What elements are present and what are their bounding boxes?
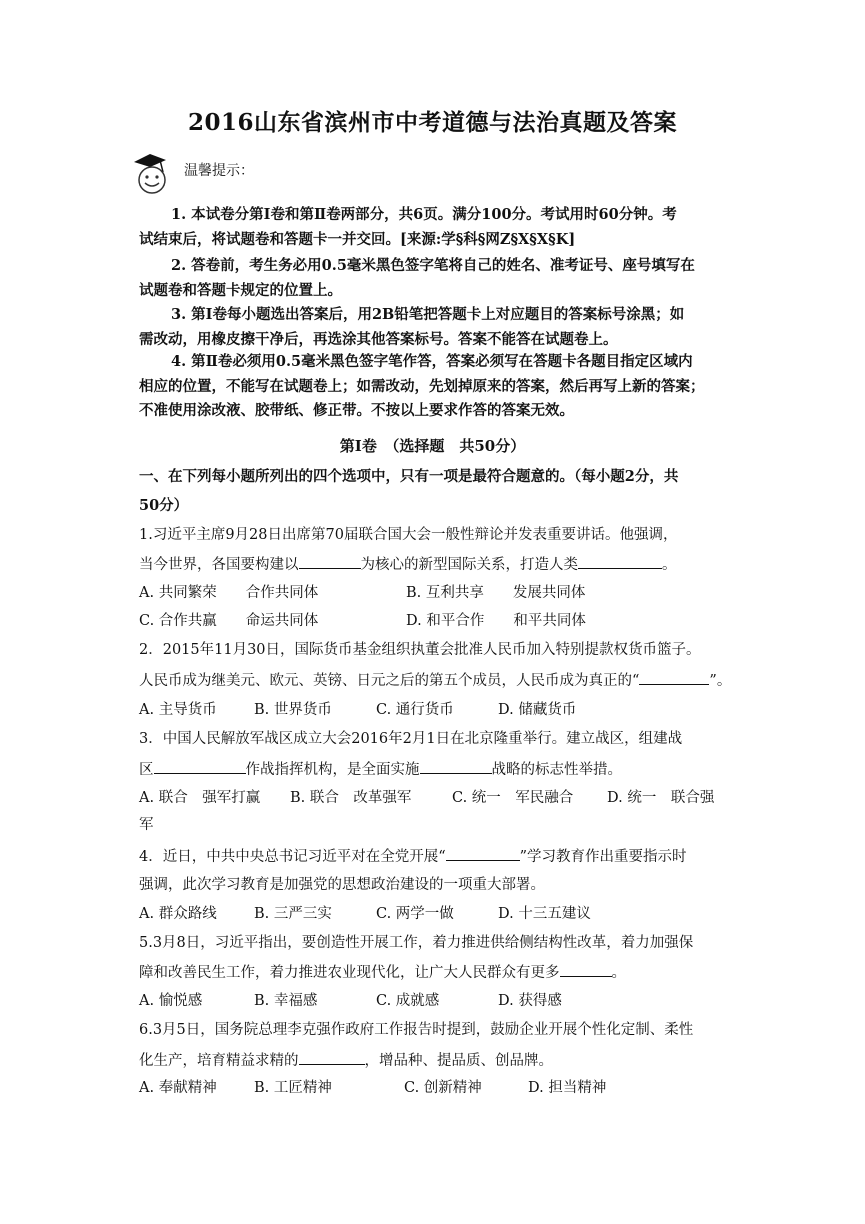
instruction-4-line-2: 相应的位置，不能写在试题卷上；如需改动，先划掉原来的答案，然后再写上新的答案； [139, 378, 705, 395]
section-title: 第Ⅰ卷 （选择题 共50分） [339, 437, 526, 455]
question-3-option-a: A. 联合 强军打赢 [139, 790, 261, 806]
question-5-option-a: A. 愉悦感 [139, 993, 203, 1009]
question-1-line-1: 1.习近平主席9月28日出席第70届联合国大会一般性辩论并发表重要讲话。他强调， [139, 527, 678, 543]
question-5-option-b: B. 幸福感 [254, 993, 318, 1009]
question-4-option-d: D. 十三五建议 [498, 906, 591, 922]
instruction-1-line-2: 试结束后，将试题卷和答题卡一并交回。[来源:学§科§网Z§X§X§K] [139, 231, 576, 248]
question-3-line-2: 区 作战指挥机构，是全面实施 战略的标志性举措。 [139, 759, 622, 780]
question-5-line-2: 障和改善民生工作，着力推进农业现代化，让广大人民群众有更多 。 [139, 962, 626, 983]
question-5-option-c: C. 成就感 [376, 993, 440, 1009]
question-5-option-d: D. 获得感 [498, 993, 562, 1009]
question-1-option-a: A. 共同繁荣 合作共同体 [139, 585, 319, 601]
question-3-option-b: B. 联合 改革强军 [290, 790, 412, 806]
page-title: 2016山东省滨州市中考道德与法治真题及答案 [187, 109, 677, 136]
question-2-option-b: B. 世界货币 [254, 702, 332, 718]
instruction-1-line-1: 1. 本试卷分第Ⅰ卷和第Ⅱ卷两部分，共6页。满分100分。考试用时60分钟。考 [171, 206, 677, 223]
question-2-option-d: D. 储藏货币 [498, 702, 577, 718]
question-4-option-a: A. 群众路线 [139, 906, 217, 922]
instruction-3-line-2: 需改动，用橡皮擦干净后，再选涂其他答案标号。答案不能答在试题卷上。 [139, 331, 618, 348]
smiley-graduate-icon [130, 150, 174, 196]
question-6-line-2: 化生产，培育精益求精的 ，增品种、提品质、创品牌。 [139, 1050, 553, 1071]
instruction-4-line-1: 4. 第Ⅱ卷必须用0.5毫米黑色签字笔作答，答案必须写在答题卡各题目指定区域内 [171, 353, 693, 370]
question-2-line-2: 人民币成为继美元、欧元、英镑、日元之后的第五个成员，人民币成为真正的“ ”。 [139, 670, 731, 691]
question-4-line-2: 强调，此次学习教育是加强党的思想政治建设的一项重大部署。 [139, 877, 545, 893]
question-6-option-d: D. 担当精神 [528, 1080, 607, 1096]
instruction-2-line-1: 2. 答卷前，考生务必用0.5毫米黑色签字笔将自己的姓名、准考证号、座号填写在 [171, 257, 695, 274]
question-3-option-d: D. 统一 联合强 [607, 790, 715, 806]
instruction-2-line-2: 试题卷和答题卡规定的位置上。 [139, 282, 342, 299]
question-2-line-1: 2．2015年11月30日，国际货币基金组织执董会批准人民币加入特别提款权货币篮子。 [139, 642, 701, 658]
question-4-option-c: C. 两学一做 [376, 906, 454, 922]
part-heading-line-1: 一、在下列每小题所列出的四个选项中，只有一项是最符合题意的。（每小题2分，共 [139, 468, 679, 485]
question-4-line-1: 4．近日，中共中央总书记习近平对在全党开展“ ”学习教育作出重要指示时 [139, 846, 687, 867]
question-1-option-c: C. 合作共赢 命运共同体 [139, 613, 319, 629]
instruction-3-line-1: 3. 第Ⅰ卷每小题选出答案后，用2B铅笔把答题卡上对应题目的答案标号涂黑；如 [171, 306, 685, 323]
question-1-option-d: D. 和平合作 和平共同体 [406, 613, 586, 629]
question-6-option-c: C. 创新精神 [404, 1080, 482, 1096]
question-1-option-b: B. 互利共享 发展共同体 [406, 585, 586, 601]
hint-label: 温馨提示： [184, 163, 254, 179]
question-3-line-1: 3．中国人民解放军战区成立大会2016年2月1日在北京隆重举行。建立战区，组建战 [139, 731, 683, 747]
question-6-option-b: B. 工匠精神 [254, 1080, 332, 1096]
question-3-option-c: C. 统一 军民融合 [452, 790, 574, 806]
question-4-option-b: B. 三严三实 [254, 906, 332, 922]
question-2-option-a: A. 主导货币 [139, 702, 217, 718]
question-5-line-1: 5.3月8日，习近平指出，要创造性开展工作，着力推进供给侧结构性改革，着力加强保 [139, 935, 694, 951]
question-2-option-c: C. 通行货币 [376, 702, 454, 718]
question-6-option-a: A. 奉献精神 [139, 1080, 217, 1096]
instruction-4-line-3: 不准使用涂改液、胶带纸、修正带。不按以上要求作答的答案无效。 [139, 402, 574, 419]
question-1-line-2: 当今世界，各国要构建以 为核心的新型国际关系，打造人类 。 [139, 554, 677, 575]
question-6-line-1: 6.3月5日，国务院总理李克强作政府工作报告时提到，鼓励企业开展个性化定制、柔性 [139, 1022, 694, 1038]
question-3-option-d-continued: 军 [139, 817, 154, 833]
part-heading-line-2: 50分） [139, 497, 189, 514]
